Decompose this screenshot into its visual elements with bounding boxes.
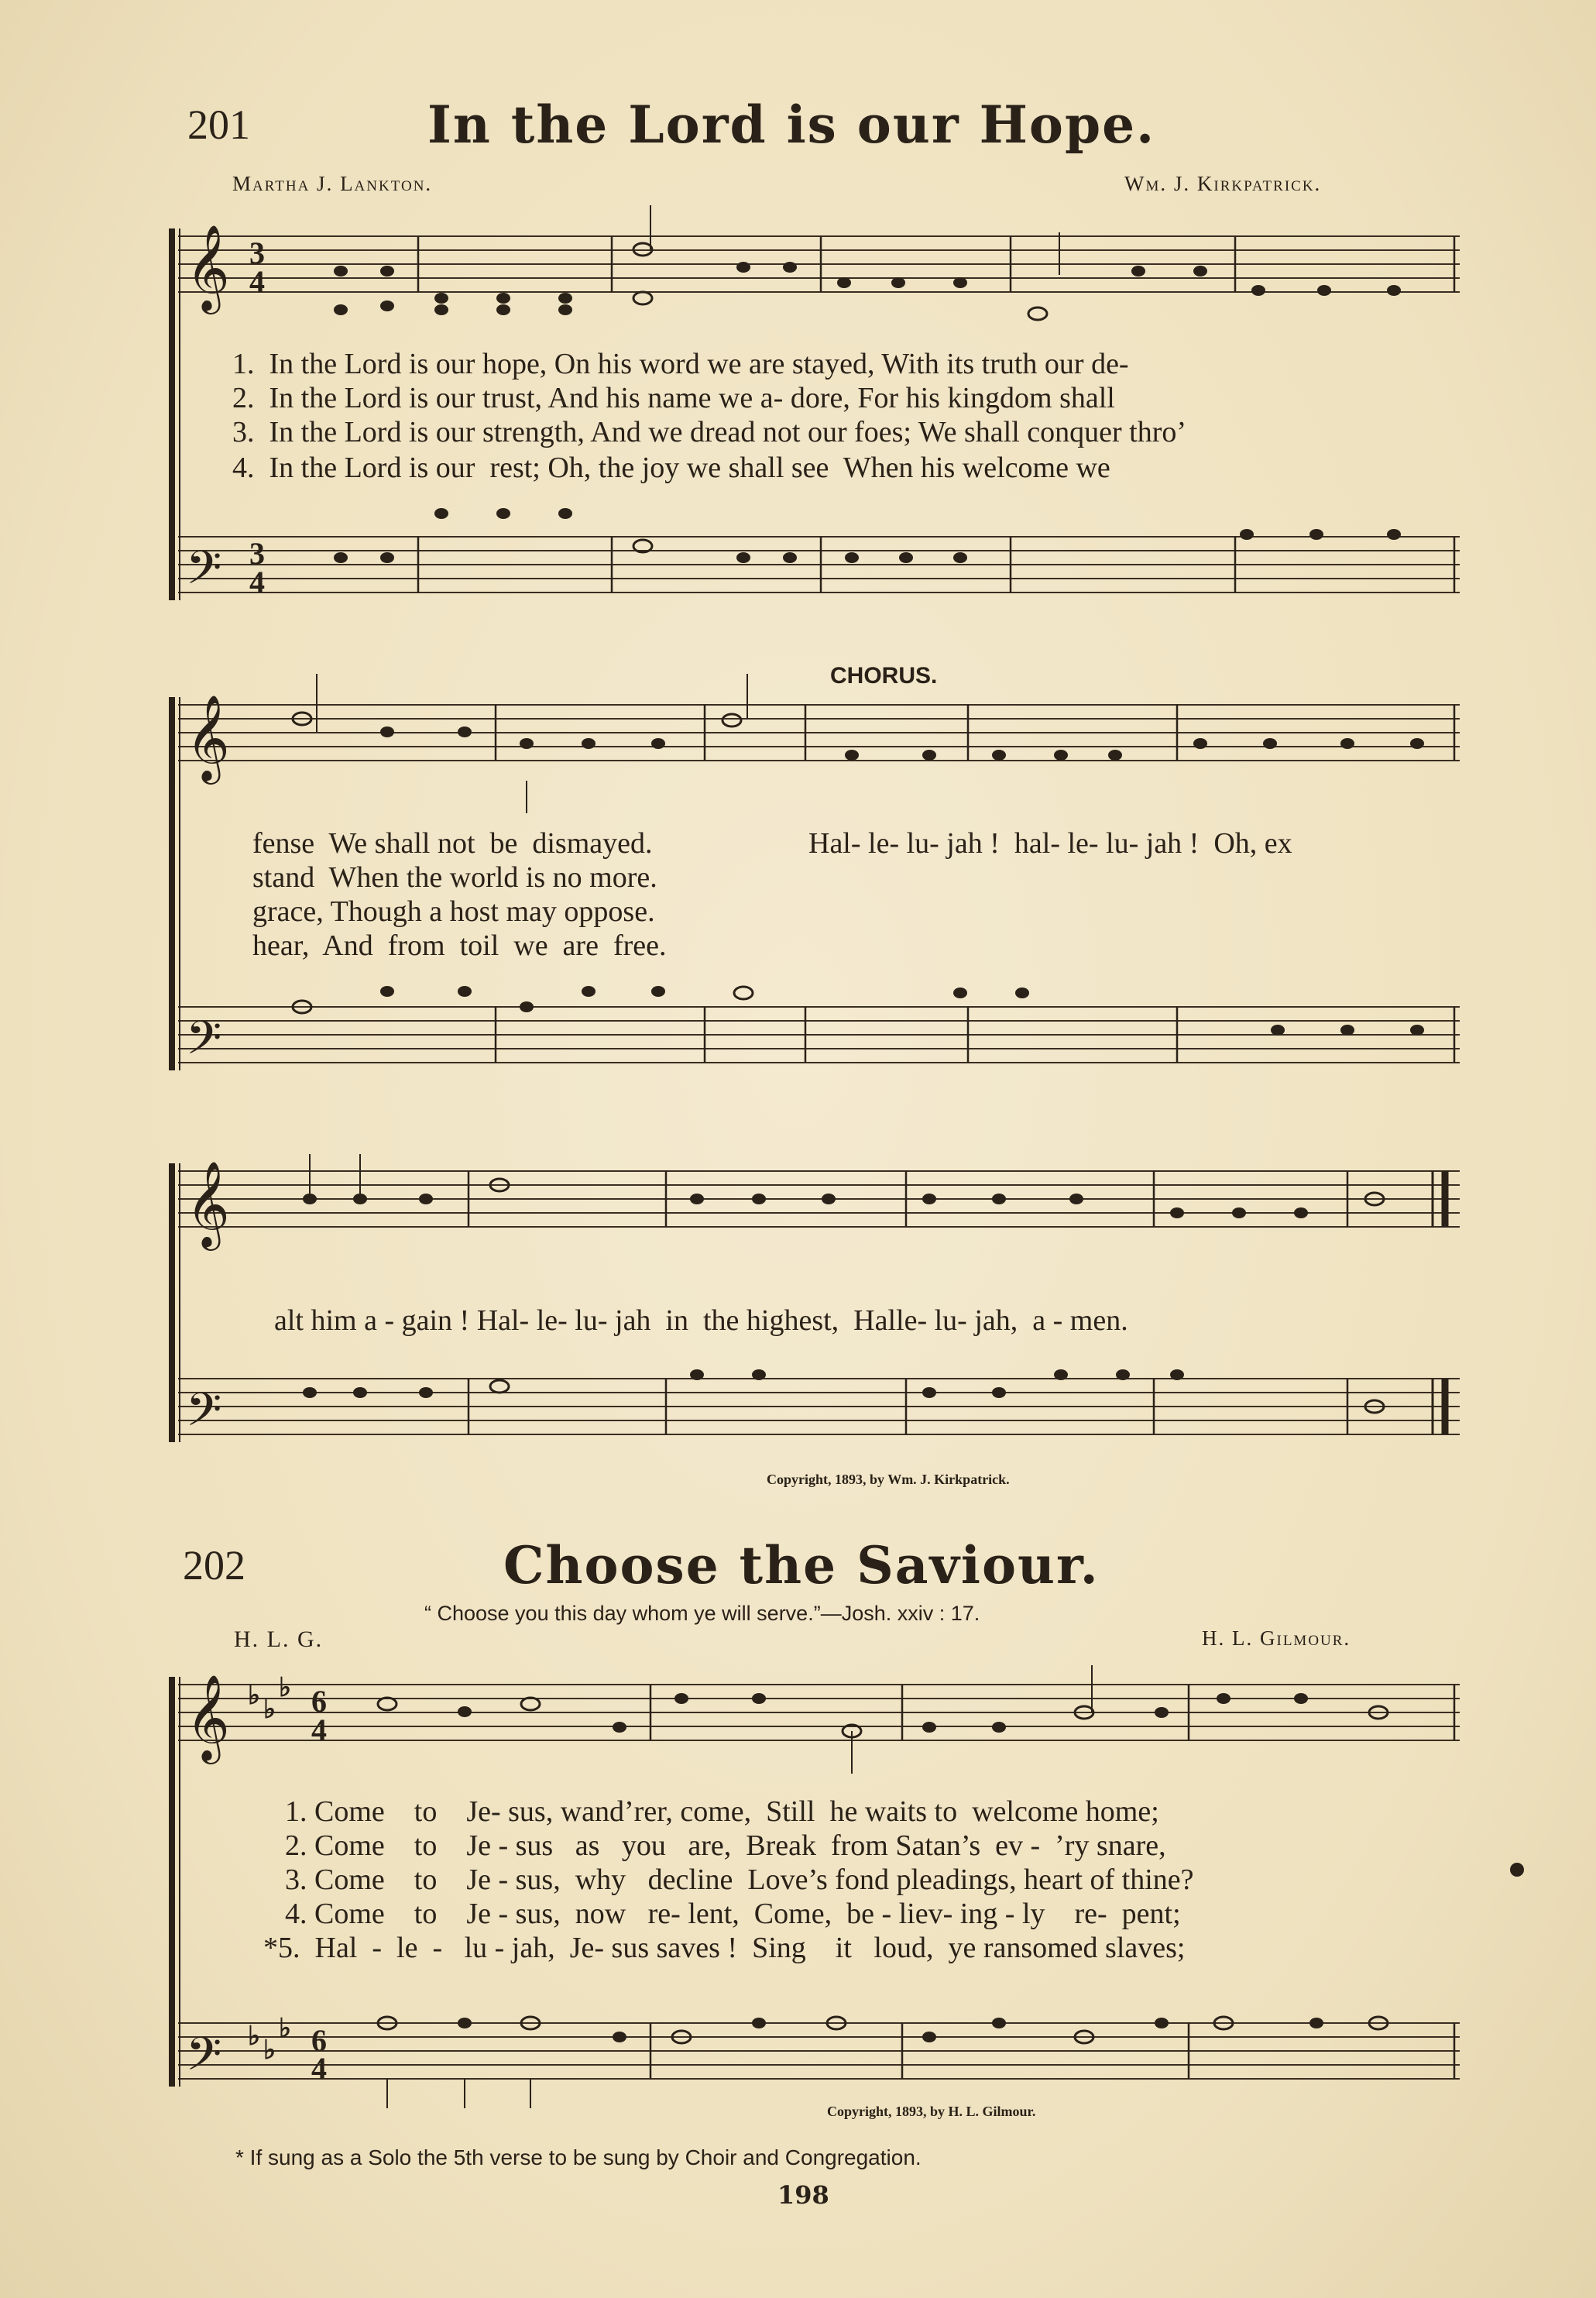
margin-dot	[1510, 1863, 1524, 1877]
svg-text:♭: ♭	[279, 2015, 292, 2043]
svg-text:3: 3	[249, 536, 265, 571]
svg-text:4: 4	[311, 2051, 327, 2086]
hymn-201-chorus-line-1: Hal- le- lu- jah ! hal- le- lu- jah ! Oh, ex	[808, 827, 1292, 860]
hymn-202-verse-2: 2. Come to Je - sus as you are, Break from Satan’s ev - ’ry snare,	[285, 1829, 1166, 1862]
svg-text:♭: ♭	[263, 1695, 276, 1724]
svg-text:𝄢: 𝄢	[186, 1383, 222, 1448]
hymn-202-epigraph: “ Choose you this day whom ye will serve.”—Josh. xxiv : 17.	[424, 1602, 980, 1625]
staff-bass-202	[178, 2023, 1460, 2079]
staff-bass-201-3	[178, 1379, 1460, 1434]
hymn-202-verse-4: 4. Come to Je - sus, now re- lent, Come, be - liev- ing - ly re- pent;	[285, 1898, 1181, 1930]
hymn-202-verse-5: *5. Hal - le - lu - jah, Je- sus saves ! Sing it loud, ye ransomed slaves;	[263, 1932, 1186, 1964]
hymn-201-verse-1: 1. In the Lord is our hope, On his word we are stayed, With its truth our de-	[232, 348, 1129, 380]
hymn-201-verse-ending-3: grace, Though a host may oppose.	[252, 895, 655, 928]
svg-text:4: 4	[249, 264, 265, 299]
staff-bass-201-2	[178, 1007, 1460, 1063]
svg-text:𝄞: 𝄞	[186, 1674, 230, 1760]
hymn-201-copyright: Copyright, 1893, by Wm. J. Kirkpatrick.	[767, 1472, 1010, 1487]
staff-treble-201-1	[178, 236, 1460, 292]
svg-text:𝄢: 𝄢	[186, 541, 222, 606]
hymn-202-lyricist: H. L. G.	[234, 1626, 324, 1652]
svg-text:6: 6	[311, 1684, 327, 1719]
svg-text:♭: ♭	[248, 2022, 261, 2051]
svg-text:𝄞: 𝄞	[186, 1160, 230, 1247]
hymn-201-chorus-label: CHORUS.	[830, 663, 938, 689]
hymn-201-chorus-line-2: alt him a - gain ! Hal- le- lu- jah in the highest, Halle- lu- jah, a - men.	[274, 1304, 1128, 1337]
svg-text:3: 3	[249, 235, 265, 270]
svg-text:♭: ♭	[248, 1681, 261, 1710]
svg-text:♭: ♭	[279, 1674, 292, 1702]
hymn-201-verse-4: 4. In the Lord is our rest; Oh, the joy we shall see When his welcome we	[232, 452, 1110, 484]
hymn-201-verse-3: 3. In the Lord is our strength, And we dread not our foes; We shall conquer thro’	[232, 416, 1187, 448]
hymn-201-verse-ending-2: stand When the world is no more.	[252, 861, 657, 894]
svg-text:6: 6	[311, 2023, 327, 2058]
hymn-201-verse-2: 2. In the Lord is our trust, And his name we a- dore, For his kingdom shall	[232, 382, 1115, 414]
svg-text:𝄞: 𝄞	[186, 224, 230, 311]
hymn-202-copyright: Copyright, 1893, by H. L. Gilmour.	[827, 2104, 1036, 2119]
hymn-201-verse-ending-4: hear, And from toil we are free.	[252, 929, 667, 962]
hymn-202-verse-3: 3. Come to Je - sus, why decline Love’s fond pleadings, heart of thine?	[285, 1863, 1194, 1896]
svg-text:4: 4	[311, 1712, 327, 1747]
page-number: 198	[777, 2180, 829, 2210]
hymn-201-title: In the Lord is our Hope.	[427, 94, 1156, 155]
hymn-201-lyricist: Martha J. Lankton.	[232, 172, 433, 195]
staff-bass-201-1	[178, 537, 1460, 593]
svg-text:𝄢: 𝄢	[186, 1011, 222, 1076]
footnote: * If sung as a Solo the 5th verse to be sung by Choir and Congregation.	[235, 2145, 922, 2169]
svg-text:𝄢: 𝄢	[186, 2027, 222, 2092]
svg-text:𝄞: 𝄞	[186, 694, 230, 781]
svg-text:♭: ♭	[263, 2036, 276, 2065]
staff-treble-201-2	[178, 705, 1460, 761]
hymn-201-number: 201	[187, 101, 250, 148]
hymn-201-verse-ending-1: fense We shall not be dismayed.	[252, 827, 653, 860]
hymn-202-composer: H. L. Gilmour.	[1202, 1626, 1351, 1650]
hymn-202-title: Choose the Saviour.	[503, 1535, 1100, 1596]
svg-text:4: 4	[249, 565, 265, 599]
hymn-202-number: 202	[183, 1542, 245, 1589]
staff-treble-202	[178, 1685, 1460, 1740]
hymn-201-composer: Wm. J. Kirkpatrick.	[1124, 172, 1322, 195]
hymn-202-verse-1: 1. Come to Je- sus, wand’rer, come, Still he waits to welcome home;	[285, 1795, 1159, 1828]
staff-treble-201-3	[178, 1171, 1460, 1227]
